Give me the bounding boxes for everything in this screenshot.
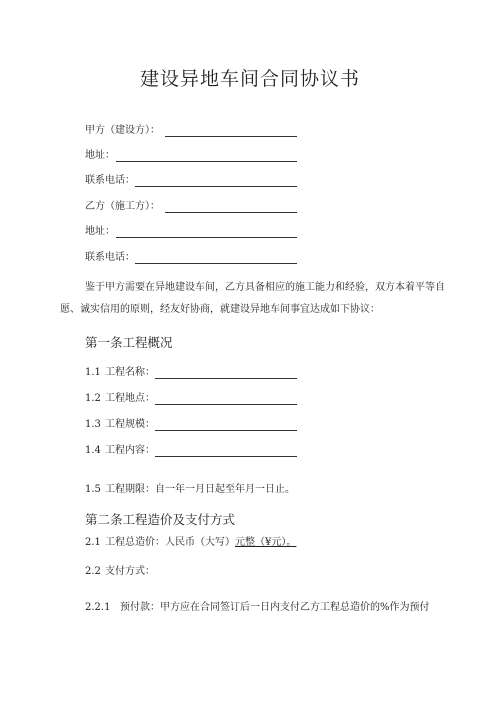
- clause-1-4: [85, 444, 155, 458]
- article-2-heading: 第二条工程造价及支付方式: [85, 512, 236, 527]
- party-b-label: 乙方（施工方）：: [85, 201, 160, 212]
- party-a-address-blank: [116, 161, 297, 162]
- party-a-phone-label: 联系电话：: [85, 175, 135, 186]
- clause-number: 1.1: [85, 367, 101, 378]
- clause-2-2: [85, 565, 155, 579]
- clause-1-1-blank: [155, 378, 297, 379]
- clause-text: 工程内容：: [105, 445, 155, 456]
- party-a-address-label: 地址：: [85, 150, 115, 161]
- clause-text: 工程总造价：人民币（大写）: [105, 537, 235, 548]
- party-b-blank: [165, 212, 297, 213]
- clause-amount-underlined: 元整（¥元）。: [235, 537, 297, 548]
- document-title: 建设异地车间合同协议书: [139, 68, 360, 90]
- clause-text: 工程规模：: [105, 419, 155, 430]
- clause-text: 工程期限：自一年一月日起至年月一日止。: [105, 484, 295, 495]
- party-a-label: 甲方（建设方）：: [85, 125, 160, 136]
- clause-number: 1.3: [85, 419, 101, 430]
- party-b-address-blank: [116, 237, 297, 238]
- clause-text: 工程地点：: [105, 393, 155, 404]
- clause-number: 1.5: [85, 484, 101, 495]
- article-1-heading: 第一条工程概况: [85, 335, 173, 350]
- clause-number: 2.2.1: [85, 602, 111, 613]
- clause-text: 预付款：甲方应在合同签订后一日内支付乙方工程总造价的%作为预付: [120, 602, 430, 613]
- clause-1-3: [85, 418, 155, 432]
- clause-number: 1.4: [85, 445, 101, 456]
- clause-text: 工程名称：: [105, 367, 155, 378]
- preamble-line-2: 愿、诚实信用的原则，经友好协商，就建设异地车间事宜达成如下协议：: [60, 304, 380, 315]
- clause-number: 1.2: [85, 393, 101, 404]
- clause-2-1: [85, 536, 296, 550]
- party-a-phone-blank: [135, 186, 297, 187]
- clause-1-4-blank: [155, 456, 297, 457]
- clause-number: 2.2: [85, 566, 101, 577]
- clause-1-2-blank: [155, 404, 297, 405]
- party-a-blank: [165, 136, 297, 137]
- party-b-address-label: 地址：: [85, 226, 115, 237]
- party-b-phone-blank: [135, 263, 297, 264]
- party-b-phone-label: 联系电话：: [85, 252, 135, 263]
- preamble-line-1: 鉴于甲方需要在异地建设车间，乙方具备相应的施工能力和经验，双方本着平等自: [85, 282, 445, 293]
- clause-2-2-1: [85, 601, 430, 615]
- clause-1-1: [85, 366, 155, 380]
- clause-1-3-blank: [155, 430, 297, 431]
- clause-number: 2.1: [85, 537, 101, 548]
- clause-1-5: [85, 483, 295, 497]
- clause-1-2: [85, 392, 155, 406]
- clause-text: 支付方式：: [105, 566, 155, 577]
